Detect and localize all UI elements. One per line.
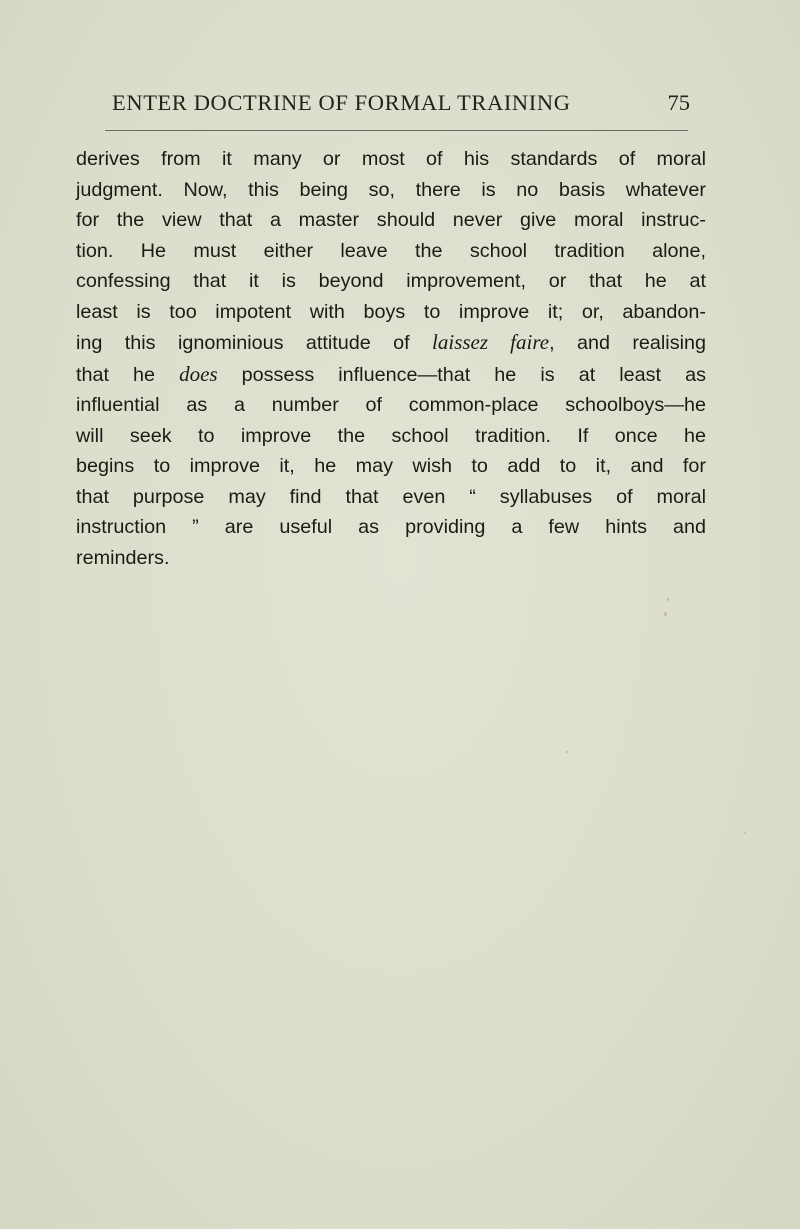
text-line: confessing that it is beyond improvement, or that he at: [76, 270, 706, 292]
text-line: derives from it many or most of his standards of moral: [76, 148, 706, 170]
text-line: begins to improve it, he may wish to add to it, and for: [76, 455, 706, 477]
italic-phrase: laissez faire: [432, 330, 550, 354]
text-line: instruction ” are useful as providing a few hints and: [76, 516, 706, 538]
text-fragment: that he: [76, 363, 180, 386]
text-line: tion. He must either leave the school tradition alone,: [76, 239, 706, 262]
paper-speck: [744, 832, 746, 834]
text-fragment: ing this ignominious attitude of: [76, 332, 433, 354]
header-rule: [105, 130, 688, 131]
text-line: will seek to improve the school tradition. If once he: [76, 424, 706, 447]
paper-speck: [566, 751, 568, 753]
paper-speck: [664, 612, 667, 616]
page-number: 75: [667, 90, 690, 115]
text-line: reminders.: [76, 546, 170, 569]
text-line: [76, 359, 706, 391]
paper-speck: [667, 598, 669, 601]
running-title: ENTER DOCTRINE OF FORMAL TRAINING: [112, 90, 571, 115]
text-fragment: possess influence—that he is at least as: [217, 363, 706, 386]
italic-emphasis: does: [179, 361, 218, 386]
text-line: [76, 327, 706, 359]
text-line: influential as a number of common-place schoolboys—he: [76, 394, 706, 416]
text-fragment: , and realising: [549, 332, 706, 354]
running-head: [112, 90, 712, 122]
text-line: that purpose may find that even “ syllabuses of moral: [76, 485, 706, 508]
text-line: for the view that a master should never give moral instruc-: [76, 209, 706, 231]
text-line: least is too impotent with boys to improve it; or, abandon-: [76, 300, 706, 323]
body-paragraph: [76, 144, 706, 573]
text-line: judgment. Now, this being so, there is no basis whatever: [76, 178, 706, 201]
